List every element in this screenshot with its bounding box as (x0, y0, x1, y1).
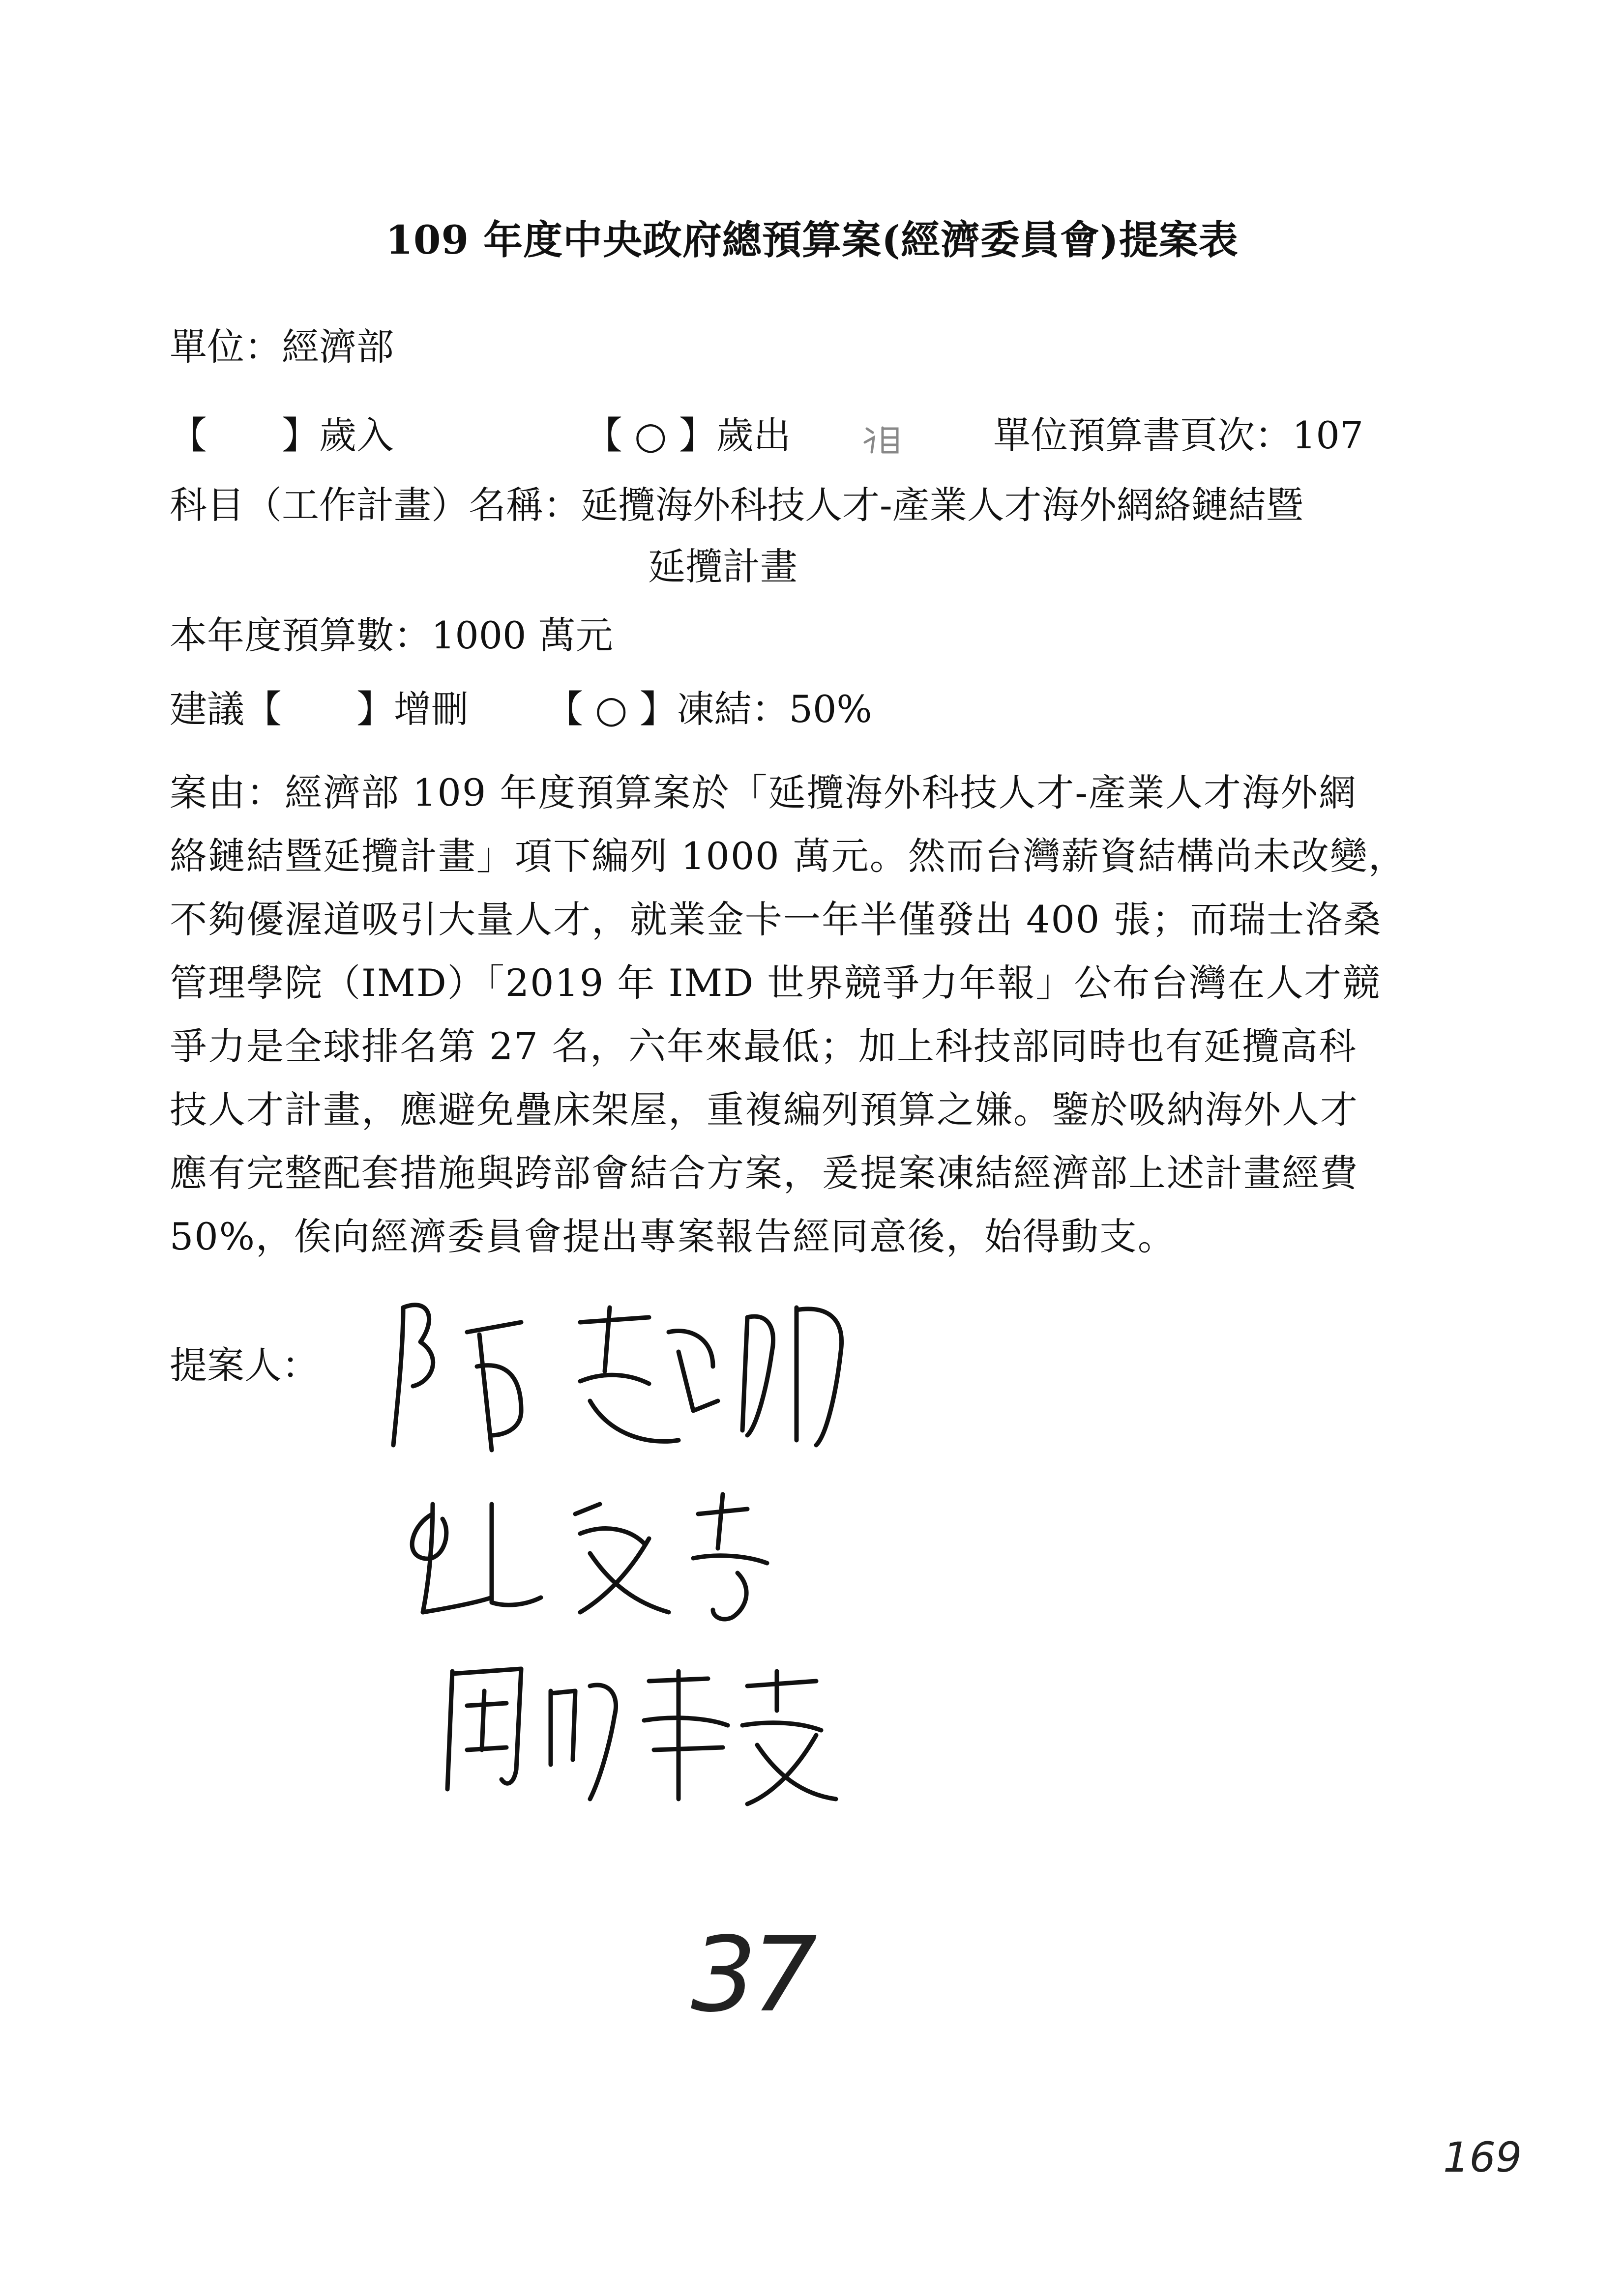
handwritten-number: 37 (691, 1915, 813, 2035)
freeze-percentage: 【 ○ 】凍結：50% (546, 687, 872, 731)
subject-name-line1: 科目（工作計畫）名稱：延攬海外科技人才-產業人才海外網絡鏈結暨 (170, 483, 1303, 527)
reason-line: 不夠優渥道吸引大量人才，就業金卡一年半僅發出 400 張；而瑞士洛桑 (170, 898, 1382, 941)
suggest-add-delete: 建議【 】增刪 (170, 687, 469, 731)
reason-line: 管理學院（IMD）「2019 年 IMD 世界競爭力年報」公布台灣在人才競 (170, 961, 1381, 1005)
signature-1 (374, 1288, 865, 1465)
document-title: 109 年度中央政府總預算案(經濟委員會)提案表 (385, 217, 1239, 263)
revenue-checkbox-label: 【 】歲入 (170, 413, 394, 457)
reason-line: 絡鏈結暨延攬計畫」項下編列 1000 萬元。然而台灣薪資結構尚未改變， (170, 834, 1407, 878)
proposer-label: 提案人： (170, 1343, 319, 1387)
reason-line: 50%，俟向經濟委員會提出專案報告經同意後，始得動支。 (170, 1215, 1176, 1258)
reason-line: 爭力是全球排名第 27 名，六年來最低；加上科技部同時也有延攬高科 (170, 1024, 1358, 1068)
unit-line: 單位：經濟部 (170, 325, 394, 369)
budget-amount: 本年度預算數：1000 萬元 (170, 613, 613, 657)
reason-paragraph (170, 761, 1517, 1268)
page-number: 169 (1443, 2133, 1522, 2181)
reason-line: 技人才計畫，應避免疊床架屋，重複編列預算之嫌。鑒於吸納海外人才 (170, 1088, 1358, 1132)
reason-line: 應有完整配套措施與跨部會結合方案，爰提案凍結經濟部上述計畫經費 (170, 1151, 1358, 1195)
signature-3 (433, 1652, 856, 1819)
subject-name-line2: 延攬計畫 (648, 545, 797, 588)
signature-2 (393, 1475, 836, 1632)
reason-line: 案由：經濟部 109 年度預算案於「延攬海外科技人才-產業人才海外網 (170, 771, 1358, 814)
budget-page-number: 單位預算書頁次：107 (993, 413, 1364, 457)
expense-checkbox-label: 【 ○ 】歲出 (585, 413, 791, 457)
margin-mark-icon (863, 423, 907, 457)
